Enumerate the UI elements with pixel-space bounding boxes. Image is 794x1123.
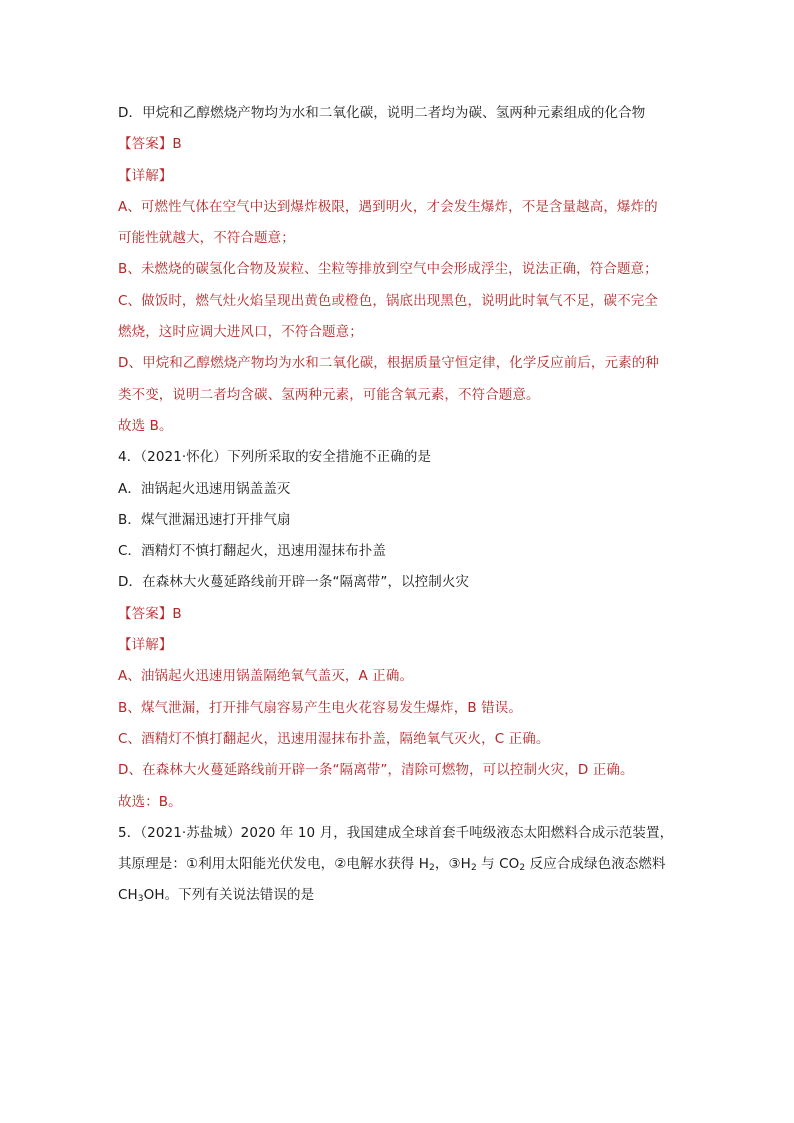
q5-stem-line2 [118,849,678,880]
q4-explain-b: B、煤气泄漏，打开排气扇容易产生电火花容易发生爆炸，B 错误。 [118,699,522,716]
q5-stem-line2-part-b: ，③H [434,856,471,873]
q5-stem-line3-part-a: CH [118,887,138,904]
q4-option-d: D．在森林大火蔓延路线前开辟一条“隔离带”，以控制火灾 [118,574,470,591]
q5-stem-line3 [118,880,678,911]
q4-option-b: B．煤气泄漏迅速打开排气扇 [118,511,291,528]
q3-conclusion: 故选 B。 [118,417,173,434]
q3-answer-label: 【答案】B [118,136,182,153]
q3-explain-b: B、未燃烧的碳氢化合物及炭粒、尘粒等排放到空气中会形成浮尘，说法正确，符合题意； [118,261,658,278]
q3-explain-a-line1: A、可燃性气体在空气中达到爆炸极限，遇到明火，才会发生爆炸，不是含量越高，爆炸的 [118,198,658,215]
q3-explain-d-line1: D、甲烷和乙醇燃烧产物均为水和二氧化碳，根据质量守恒定律，化学反应前后，元素的种 [118,355,659,372]
q3-explain-d-line2: 类不变，说明二者均含碳、氢两种元素，可能含氧元素，不符合题意。 [118,386,540,403]
q5-stem-line2-part-c: 与 CO [476,856,520,873]
q3-explain-c-line2: 燃烧，这时应调大进风口，不符合题意； [118,324,363,341]
h2-subscript: 2 [429,863,435,874]
q4-stem: 4．（2021·怀化）下列所采取的安全措施不正确的是 [118,449,432,466]
q4-option-a: A．油锅起火迅速用锅盖盖灭 [118,480,291,497]
q5-stem-line3-part-b: OH。下列有关说法错误的是 [143,887,315,904]
co2-subscript: 2 [519,863,526,874]
q3-explain-a-line2: 可能性就越大，不符合题意； [118,230,295,247]
q4-detail-label: 【详解】 [118,637,173,654]
q3-detail-label: 【详解】 [118,167,173,184]
q4-answer-label: 【答案】B [118,605,182,622]
q5-stem-line1: 5．（2021·苏盐城）2020 年 10 月，我国建成全球首套千吨级液态太阳燃料合成示范装置， [118,824,674,841]
q3-explain-c-line1: C、做饭时，燃气灶火焰呈现出黄色或橙色，锅底出现黑色，说明此时氧气不足，碳不完全 [118,292,658,309]
q3-option-d: D．甲烷和乙醇燃烧产物均为水和二氧化碳，说明二者均为碳、氢两种元素组成的化合物 [118,105,646,121]
q4-explain-a: A、油锅起火迅速用锅盖隔绝氧气盖灭，A 正确。 [118,668,414,685]
h2-subscript: 2 [470,863,477,874]
document-page [118,98,678,912]
q5-stem-line2-part-d: 反应合成绿色液态燃料 [525,856,666,873]
ch3-subscript: 3 [137,894,144,905]
q4-conclusion: 故选：B。 [118,793,182,810]
q4-explain-c: C、酒精灯不慎打翻起火，迅速用湿抹布扑盖，隔绝氧气灭火，C 正确。 [118,730,550,747]
q4-option-c: C．酒精灯不慎打翻起火，迅速用湿抹布扑盖 [118,543,386,560]
q5-stem-line2-part-a: 其原理是：①利用太阳能光伏发电，②电解水获得 H [118,856,430,873]
q4-explain-d: D、在森林大火蔓延路线前开辟一条“隔离带”，清除可燃物，可以控制火灾，D 正确。 [118,762,634,779]
